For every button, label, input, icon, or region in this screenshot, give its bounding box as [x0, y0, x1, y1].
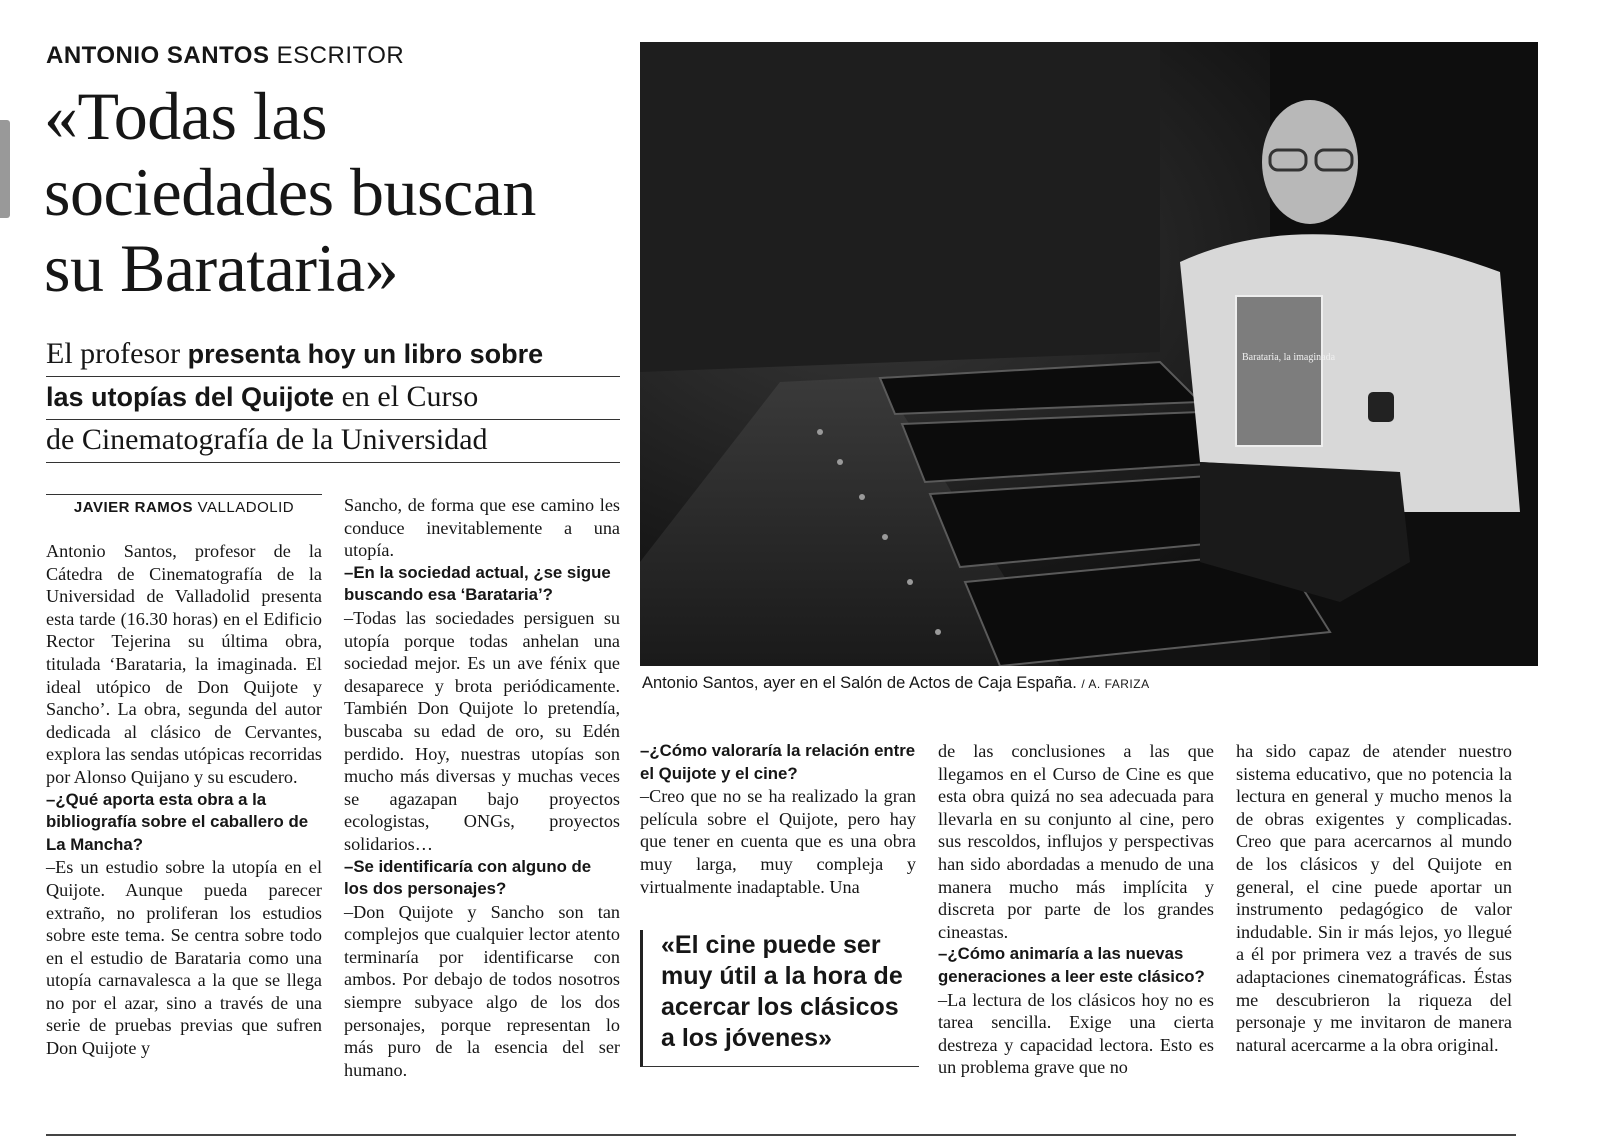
byline-place: VALLADOLID [197, 499, 295, 516]
article-column-2 [344, 494, 620, 1081]
photo-credit: / A. FARIZA [1081, 677, 1150, 691]
headline-line-3: su Barataria» [44, 230, 399, 306]
question-3: –Se identificaría con alguno de los dos personajes? [344, 856, 592, 899]
article-photo [640, 42, 1538, 666]
answer-4-continued: de las conclusiones a las que llegamos en el Curso de Cine es que esta obra quizá no sea adecuada para llevarla en su conjunto al cine, pero sus rescoldos, influjos y perspectivas han sido abordadas a menudo de una manera mucho más implícita y discreta por parte de los grandes cineastas. [938, 741, 1214, 942]
article-column-5 [1236, 740, 1512, 1056]
scan-edge-mark [0, 120, 10, 218]
pull-quote-text: «El cine puede ser muy útil a la hora de acercar los clásicos a los jóvenes» [661, 931, 903, 1052]
answer-4: –Creo que no se ha realizado la gran película sobre el Quijote, pero hay que tener en cuenta que es una obra muy larga, muy compleja y virtualmente inadaptable. Una [640, 786, 916, 897]
caption-text: Antonio Santos, ayer en el Salón de Actos de Caja España. [642, 674, 1077, 692]
deck-bold-2: las utopías del Quijote [46, 382, 335, 412]
deck-plain-3: de Cinematografía de la Universidad [46, 423, 488, 456]
question-2: –En la sociedad actual, ¿se sigue buscando esa ‘Barataria’? [344, 562, 611, 605]
article-column-1 [46, 540, 322, 1060]
deck-plain-1: El profesor [46, 337, 188, 370]
question-4: –¿Cómo valoraría la relación entre el Quijote y el cine? [640, 741, 916, 783]
question-5: –¿Cómo animaría a las nuevas generaciones a leer este clásico? [938, 944, 1205, 986]
article-column-3 [640, 740, 916, 898]
question-1: –¿Qué aporta esta obra a la bibliografía sobre el caballero de La Mancha? [46, 789, 309, 854]
headline [44, 78, 634, 306]
answer-5: –La lectura de los clásicos hoy no es tarea sencilla. Exige una cierta destreza y capacidad lectora. Esto es un problema grave que no [938, 989, 1214, 1078]
photo-caption [642, 674, 1150, 693]
pull-quote [640, 930, 919, 1067]
kicker [46, 42, 404, 70]
book-cover-title: Barataria, la imaginada [1242, 352, 1336, 363]
answer-2: –Todas las sociedades persiguen su utopía porque todas anhelan una sociedad mejor. Es un ave fénix que desaparece y brota periódicamente. También Don Quijote lo pretendía, buscaba su edad de oro, su Edén perdido. Hoy, nuestras utopías son mucho más diversas y muchas veces se agazapan bajo proyectos ecologistas, ONGs, proyectos solidarios… [344, 607, 620, 854]
headline-line-1: «Todas las [44, 78, 327, 154]
article-column-4 [938, 740, 1214, 1079]
answer-1: –Es un estudio sobre la utopía en el Quijote. Aunque pueda parecer extraño, no proliferan los estudios sobre este tema. Se centra sobre todo en el estudio de Barataria como una utopía carnavalesca a la que se llega no por el azar, sino a través de una serie de pruebas previas que sufren Don Quijote y [46, 857, 322, 1059]
deck-line-3 [46, 420, 620, 463]
byline-author: JAVIER RAMOS [73, 499, 193, 516]
intro-paragraph: Antonio Santos, profesor de la Cátedra de Cinematografía de la Universidad de Valladolid presenta esta tarde (16.30 horas) en el Edificio Rector Tejerina su última obra, titulada ‘Barataria, la imaginada. El ideal utópico de Don Quijote y Sancho’. La obra, segunda del autor dedicada al clásico de Cervantes, explora las sendas utópicas recorridas por Alonso Quijano y su escudero. [46, 541, 322, 787]
deck-plain-2: en el Curso [334, 380, 479, 413]
interviewee-role: ESCRITOR [276, 42, 405, 69]
byline [46, 494, 322, 516]
answer-3: –Don Quijote y Sancho son tan complejos que cualquier lector atento terminaría por identificarse con ambos. Por debajo de todos nosotros siempre subyace algo de los dos personajes, porque representan lo más puro de la esencia del ser humano. [344, 901, 620, 1080]
answer-5-continued: ha sido capaz de atender nuestro sistema educativo, que no potencia la lectura en general y mucho menos la de obras exigentes y complicadas. Creo que para acercarnos al mundo de los clásicos y del Quijote en general, el cine puede aportar un instrumento pedagógico de valor indudable. Sin ir más lejos, yo llegué a él por primera vez a través de sus adaptaciones cinematográficas. Éstas me descubrieron la riqueza del personaje y me invitaron de manera natural acercarme a la obra original. [1236, 741, 1512, 1055]
deck-line-1 [46, 334, 620, 377]
answer-1-continued: Sancho, de forma que ese camino les conduce inevitablemente a una utopía. [344, 495, 620, 561]
headline-line-2: sociedades buscan [44, 154, 536, 230]
page-bottom-rule [46, 1134, 1516, 1136]
deck-bold-1: presenta hoy un libro sobre [187, 339, 544, 369]
deck-line-2 [46, 377, 620, 420]
interviewee-name: ANTONIO SANTOS [46, 42, 270, 69]
photo-illustration [640, 42, 1538, 666]
